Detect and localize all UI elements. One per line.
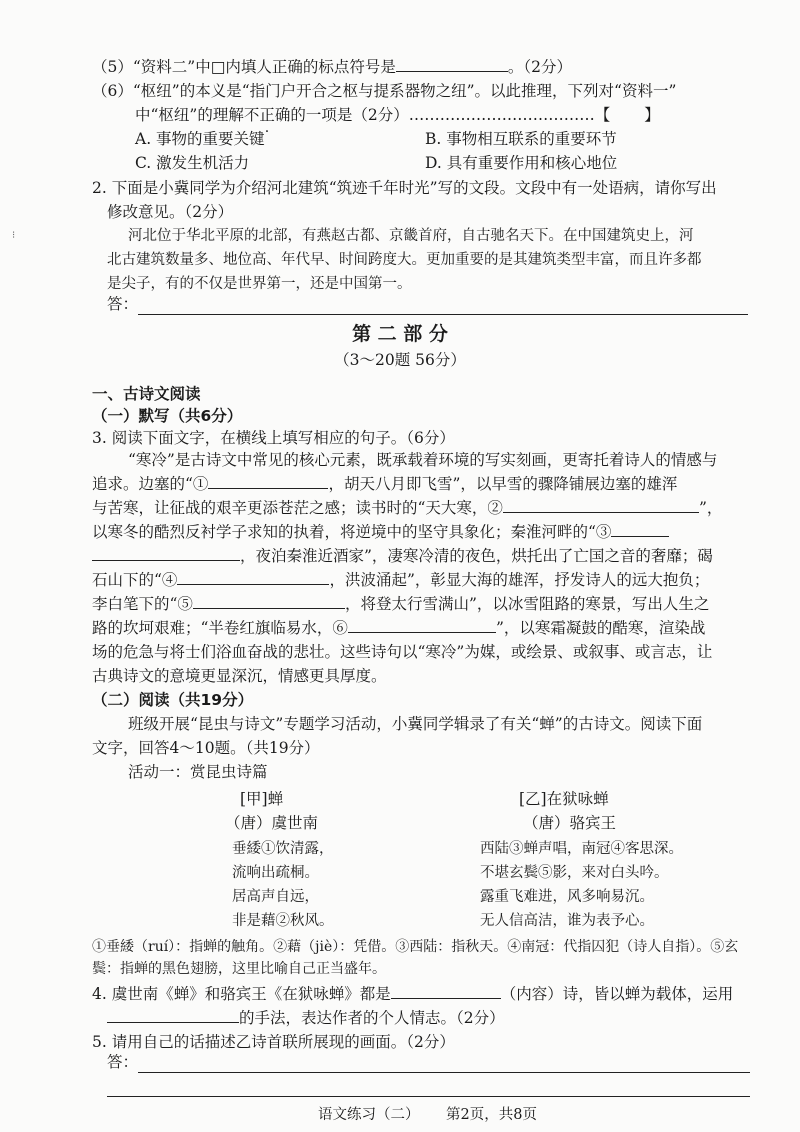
- q3-text-1: “寒冷”是古诗文中常见的核心元素，既承载着环境的写实刻画，更寄托着诗人的情感与: [128, 451, 718, 469]
- poem-a-line-3: 居高声自远，: [232, 889, 319, 905]
- reading-intro-1: 班级开展“昆虫与诗文”专题学习活动，小冀同学辑录了有关“蝉”的古诗文。阅读下面: [128, 715, 703, 733]
- fill-blank-3a[interactable]: [611, 522, 669, 537]
- option-d: D. 具有重要作用和核心地位: [425, 154, 618, 172]
- q5-line: （5）“资料二”中□内填人正确的标点符号是 。（2分）: [92, 58, 572, 76]
- page-number: 第2页，共8页: [446, 1107, 537, 1123]
- option-a: A. 事物的重要关键: [135, 130, 265, 148]
- fill-blank-4[interactable]: [177, 570, 329, 585]
- q4-line-2: 的手法，表达作者的个人情志。（2分）: [107, 1007, 505, 1029]
- fill-blank-6[interactable]: [348, 618, 496, 633]
- fill-blank-5[interactable]: [193, 594, 345, 609]
- q3-text-3: 与苦寒，让征战的艰辛更添苍茫之感；读书时的“天大寒，② ”，: [92, 499, 723, 517]
- q2-answer-label: 答：: [107, 295, 139, 313]
- q4-blank-1[interactable]: [391, 984, 501, 999]
- q5-answer-line-2[interactable]: [107, 1080, 750, 1097]
- activity-one: 活动一：赏昆虫诗篇: [128, 763, 268, 781]
- q5-answer-line-1[interactable]: [138, 1056, 750, 1073]
- q6-line1: （6）“枢纽”的本义是“指门户开合之枢与提系器物之纽”。以此推理，下列对“资料一”: [92, 82, 677, 100]
- poem-b-line-1: 西陆③蝉声唱，南冠④客思深。: [480, 841, 683, 857]
- poem-b-author: （唐）骆宾王: [523, 814, 617, 832]
- poem-a-author: （唐）虞世南: [225, 814, 319, 832]
- poem-a-line-4: 非是藉②秋风。: [232, 913, 334, 929]
- subsection-reading: （二）阅读（共19分）: [92, 691, 254, 709]
- footnote-1: ①垂緌（ruí）：指蝉的触角。②藉（jiè）：凭借。③西陆：指秋天。④南冠：代指囚犯（诗人自指）。⑤玄: [92, 939, 739, 955]
- q3-text-5: ，夜泊秦淮近酒家”，凄寒冷清的夜色，烘托出了亡国之音的奢靡；碣: [92, 545, 713, 567]
- q6-emphasis: 不正确: [243, 106, 291, 124]
- q3-text-9: 场的危急与将士们浴血奋战的悲壮。这些诗句以“寒冷”为媒，或绘景、或叙事、或言志，让: [92, 643, 713, 661]
- binding-margin-mark: ⁝: [12, 230, 16, 241]
- reading-intro-2: 文字，回答4～10题。（共19分）: [92, 739, 320, 757]
- q3-text-2: 追求。边塞的“① ，胡天八月即飞雪”，以早雪的骤降铺展边塞的雄浑: [92, 475, 678, 493]
- q3-text-10: 古典诗文的意境更显深沉，情感更具厚度。: [92, 667, 387, 685]
- q3-text-8: 路的坎坷艰难；“半卷红旗临易水，⑥ ”，以寒霜凝鼓的酷寒，渲染战: [92, 619, 706, 637]
- q2-passage-1: 河北位于华北平原的北部，有燕赵古都、京畿首府，自古驰名天下。在中国建筑史上，河: [128, 228, 694, 244]
- q5-answer-label: 答：: [107, 1053, 139, 1071]
- poem-b-line-3: 露重飞难进，风多响易沉。: [480, 889, 654, 905]
- q2-passage-3: 是尖子，有的不仅是世界第一，还是中国第一。: [107, 276, 412, 292]
- poem-b-title: [乙]在狱咏蝉: [519, 790, 609, 808]
- footnote-2: 鬓：指蝉的黑色翅膀，这里比喻自己正当盛年。: [92, 961, 386, 977]
- option-b: B. 事物相互联系的重要环节: [425, 130, 617, 148]
- q3-prompt: 3. 阅读下面文字，在横线上填写相应的句子。（6分）: [92, 429, 455, 447]
- fill-blank-1[interactable]: [208, 474, 328, 489]
- q3-text-6: 石山下的“④ ，洪波涌起”，彰显大海的雄浑，抒发诗人的远大抱负；: [92, 571, 710, 589]
- section-heading: 一、古诗文阅读: [92, 385, 201, 403]
- q2-prompt-2: 修改意见。（2分）: [107, 203, 234, 221]
- q2-prompt-1: 2. 下面是小冀同学为介绍河北建筑“筑迹千年时光”写的文段。文段中有一处语病，请你写出: [92, 179, 717, 197]
- q4-line-1: 4. 虞世南《蝉》和骆宾王《在狱咏蝉》都是 （内容）诗，皆以蝉为载体，运用: [92, 985, 734, 1003]
- poem-a-line-2: 流响出疏桐。: [232, 865, 319, 881]
- q6-line2: 中“枢纽”的理解不正确的一项是（2分）………………………………【 】: [135, 106, 660, 124]
- q5-prompt: 5. 请用自己的话描述乙诗首联所展现的画面。（2分）: [92, 1033, 455, 1051]
- part-title: 第 二 部 分: [352, 323, 448, 345]
- poem-b-line-2: 不堪玄鬓⑤影，来对白头吟。: [480, 865, 669, 881]
- q3-text-7: 李白笔下的“⑤ ，将登太行雪满山”，以冰雪阻路的寒景，写出人生之: [92, 595, 710, 613]
- footer-title: 语文练习（二）: [318, 1107, 420, 1123]
- poem-b-line-4: 无人信高洁，谁为表予心。: [480, 913, 654, 929]
- fill-blank-2[interactable]: [503, 498, 699, 513]
- q2-passage-2: 北古建筑数量多、地位高、年代早、时间跨度大。更加重要的是其建筑类型丰富，而且许多都: [107, 252, 702, 268]
- part-subtitle: （3～20题 56分）: [334, 351, 466, 369]
- poem-a-line-1: 垂緌①饮清露，: [232, 841, 334, 857]
- poem-a-title: [甲]蝉: [240, 790, 284, 808]
- subsection-recitation: （一）默写（共6分）: [92, 407, 243, 425]
- q4-blank-2[interactable]: [107, 1008, 239, 1023]
- option-c: C. 激发生机活力: [135, 154, 250, 172]
- q2-answer-line[interactable]: [138, 298, 748, 315]
- q3-text-4: 以寒冬的酷烈反衬学子求知的执着，将逆境中的坚守具象化；秦淮河畔的“③: [92, 521, 669, 543]
- fill-blank-3b[interactable]: [92, 546, 240, 561]
- q5-blank[interactable]: [396, 57, 508, 72]
